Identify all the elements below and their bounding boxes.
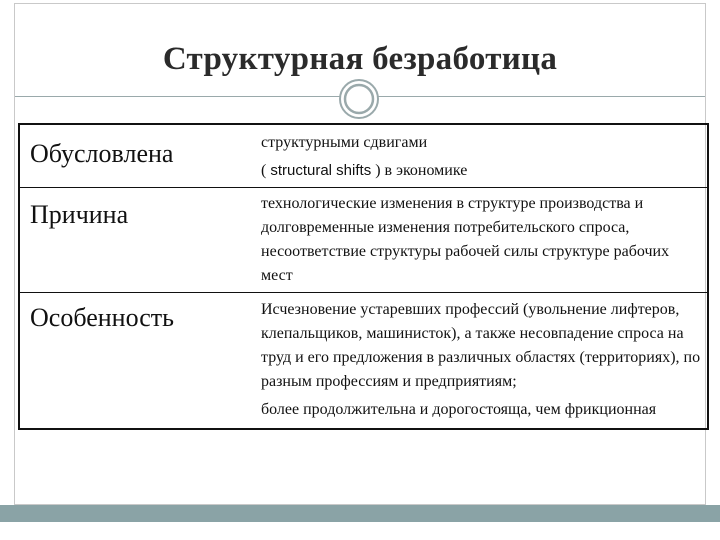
text-paragraph: Исчезновение устаревших профессий (увольнение лифтеров, клепальщиков, машинисток), а также несовпадение спроса на труд и его предложения в различных областях (территориях), по разным профессиям и предприятиям; [261,301,701,390]
english-term: structural shifts [270,162,372,179]
row-label: Особенность [30,303,174,332]
row-label: Обусловлена [19,124,239,188]
text-fragment: ) в экономике [371,162,468,179]
text-paragraph: более продолжительна и дорогостояща, чем фрикционная [261,401,657,418]
row-text [239,124,708,188]
table-row [19,188,708,293]
table-row [19,124,708,188]
slide-title: Структурная безработица [162,41,558,77]
row-label: Причина [19,188,239,293]
text-line: структурными сдвигами [261,134,428,151]
content-table [18,123,709,430]
row-text [239,293,708,430]
text-fragment: ( [261,162,271,179]
text-line [261,159,701,183]
table-row [19,293,708,430]
footer-accent-bar [0,505,720,522]
circle-ornament-icon [339,79,379,119]
footer-band [0,522,720,540]
row-text: технологические изменения в структуре производства и долговременные изменения потребительского спроса, несоответствие структуры рабочей силы структуре рабочих мест [239,188,708,293]
